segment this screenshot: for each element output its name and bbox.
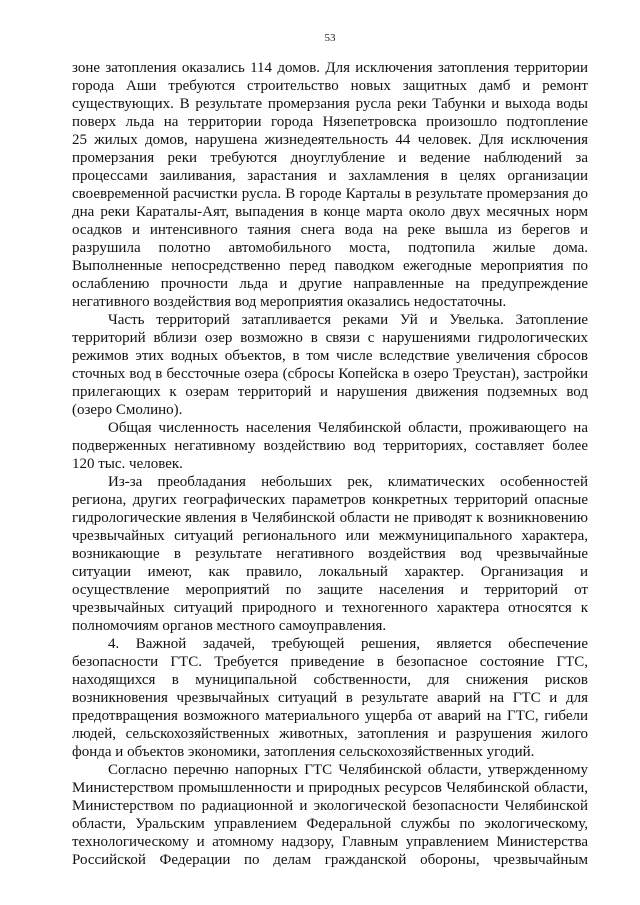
text-line: подверженных негативному воздействию вод территориях, составляет более [72, 438, 588, 454]
text-line: безопасности ГТС. Требуется приведение в безопасное состояние ГТС, [72, 654, 588, 670]
text-line: технологическому и атомному надзору, Главным управлением Министерства [72, 834, 588, 850]
paragraph [72, 635, 588, 761]
text-line: своевременной расчистки русла. В городе Карталы в результате промерзания до [72, 186, 588, 202]
text-line: находящихся в муниципальной собственности, для снижения рисков [72, 672, 588, 688]
text-line: предотвращения возможного материального ущерба от аварий на ГТС, гибели [72, 708, 588, 724]
text-line: Выполненные непосредственно перед паводком ежегодные мероприятия по [72, 258, 588, 274]
paragraph [72, 59, 588, 311]
text-line: Министерством по радиационной и экологической безопасности Челябинской [72, 798, 588, 814]
paragraph [72, 473, 588, 635]
text-line: негативного воздействия вод мероприятия оказались недостаточны. [72, 294, 507, 310]
text-line: прилегающих к озерам территорий и нарушения движения подземных вод [72, 384, 588, 400]
text-line: Из-за преобладания небольших рек, климатических особенностей [108, 474, 588, 490]
text-line: Министерством промышленности и природных ресурсов Челябинской области, [72, 780, 588, 796]
text-line: осадков и интенсивного таяния снега вода на реке вышла из берегов и [72, 222, 588, 238]
text-line: 4. Важной задачей, требующей решения, является обеспечение [108, 636, 588, 652]
text-line: дна реки Караталы-Аят, выпадения в конце марта около двух месячных норм [72, 204, 588, 220]
text-line: зоне затопления оказались 114 домов. Для исключения затопления территории [72, 60, 588, 76]
text-line: Часть территорий затапливается реками Уй и Увелька. Затопление [108, 312, 588, 328]
text-line: возникающие в результате негативного воздействия вод чрезвычайные [72, 546, 588, 562]
text-line: региона, других географических параметров конкретных территорий опасные [72, 492, 588, 508]
text-line: ослаблению прочности льда и другие направленные на предупреждение [72, 276, 588, 292]
page-number: 53 [324, 32, 336, 44]
text-line: (озеро Смолино). [72, 402, 183, 418]
text-line: Согласно перечню напорных ГТС Челябинской области, утвержденному [108, 762, 588, 778]
text-line: процессами заиливания, зарастания и захламления в целях организации [72, 168, 588, 184]
text-line: Общая численность населения Челябинской области, проживающего на [108, 420, 588, 436]
text-line: режимов этих водных объектов, в том числе вследствие увеличения сбросов [72, 348, 588, 364]
text-line: сточных вод в бессточные озера (сбросы Копейска в озеро Треустан), застройки [72, 366, 588, 382]
text-line: ситуации имеют, как правило, локальный характер. Организация и [72, 564, 588, 580]
text-line: существующих. В результате промерзания русла реки Табунки и выхода воды [72, 96, 588, 112]
text-line: 25 жилых домов, нарушена жизнедеятельность 44 человек. Для исключения [72, 132, 588, 148]
text-line: людей, сельскохозяйственных животных, затопления и разрушения жилого [72, 726, 588, 742]
text-line: гидрологические явления в Челябинской области не приводят к возникновению [72, 510, 588, 526]
text-line: города Аши требуются строительство новых защитных дамб и ремонт [72, 78, 588, 94]
text-line: области, Уральским управлением Федеральной службы по экологическому, [72, 816, 588, 832]
text-line: полномочиям органов местного самоуправления. [72, 618, 387, 634]
text-line: осуществление мероприятий по защите населения и территорий от [72, 582, 588, 598]
paragraph [72, 311, 588, 419]
text-line: Российской Федерации по делам гражданской обороны, чрезвычайным [72, 852, 588, 868]
text-line: разрушила полотно автомобильного моста, подтопила жилые дома. [72, 240, 588, 256]
text-line: 120 тыс. человек. [72, 456, 183, 472]
text-line: чрезвычайных ситуаций регионального или межмуниципального характера, [72, 528, 588, 544]
paragraph [72, 761, 588, 869]
text-line: возникновения чрезвычайных ситуаций в результате аварий на ГТС и для [72, 690, 588, 706]
document-body [72, 59, 588, 869]
text-line: поверх льда на территории города Нязепетровска произошло подтопление [72, 114, 588, 130]
text-line: промерзания реки требуются дноуглубление и ведение наблюдений за [72, 150, 588, 166]
text-line: фонда и объектов экономики, затопления сельскохозяйственных угодий. [72, 744, 535, 760]
text-line: территорий вблизи озер возможно в связи с нарушениями гидрологических [72, 330, 588, 346]
paragraph [72, 419, 588, 473]
text-line: чрезвычайных ситуаций природного и техногенного характера относятся к [72, 600, 588, 616]
